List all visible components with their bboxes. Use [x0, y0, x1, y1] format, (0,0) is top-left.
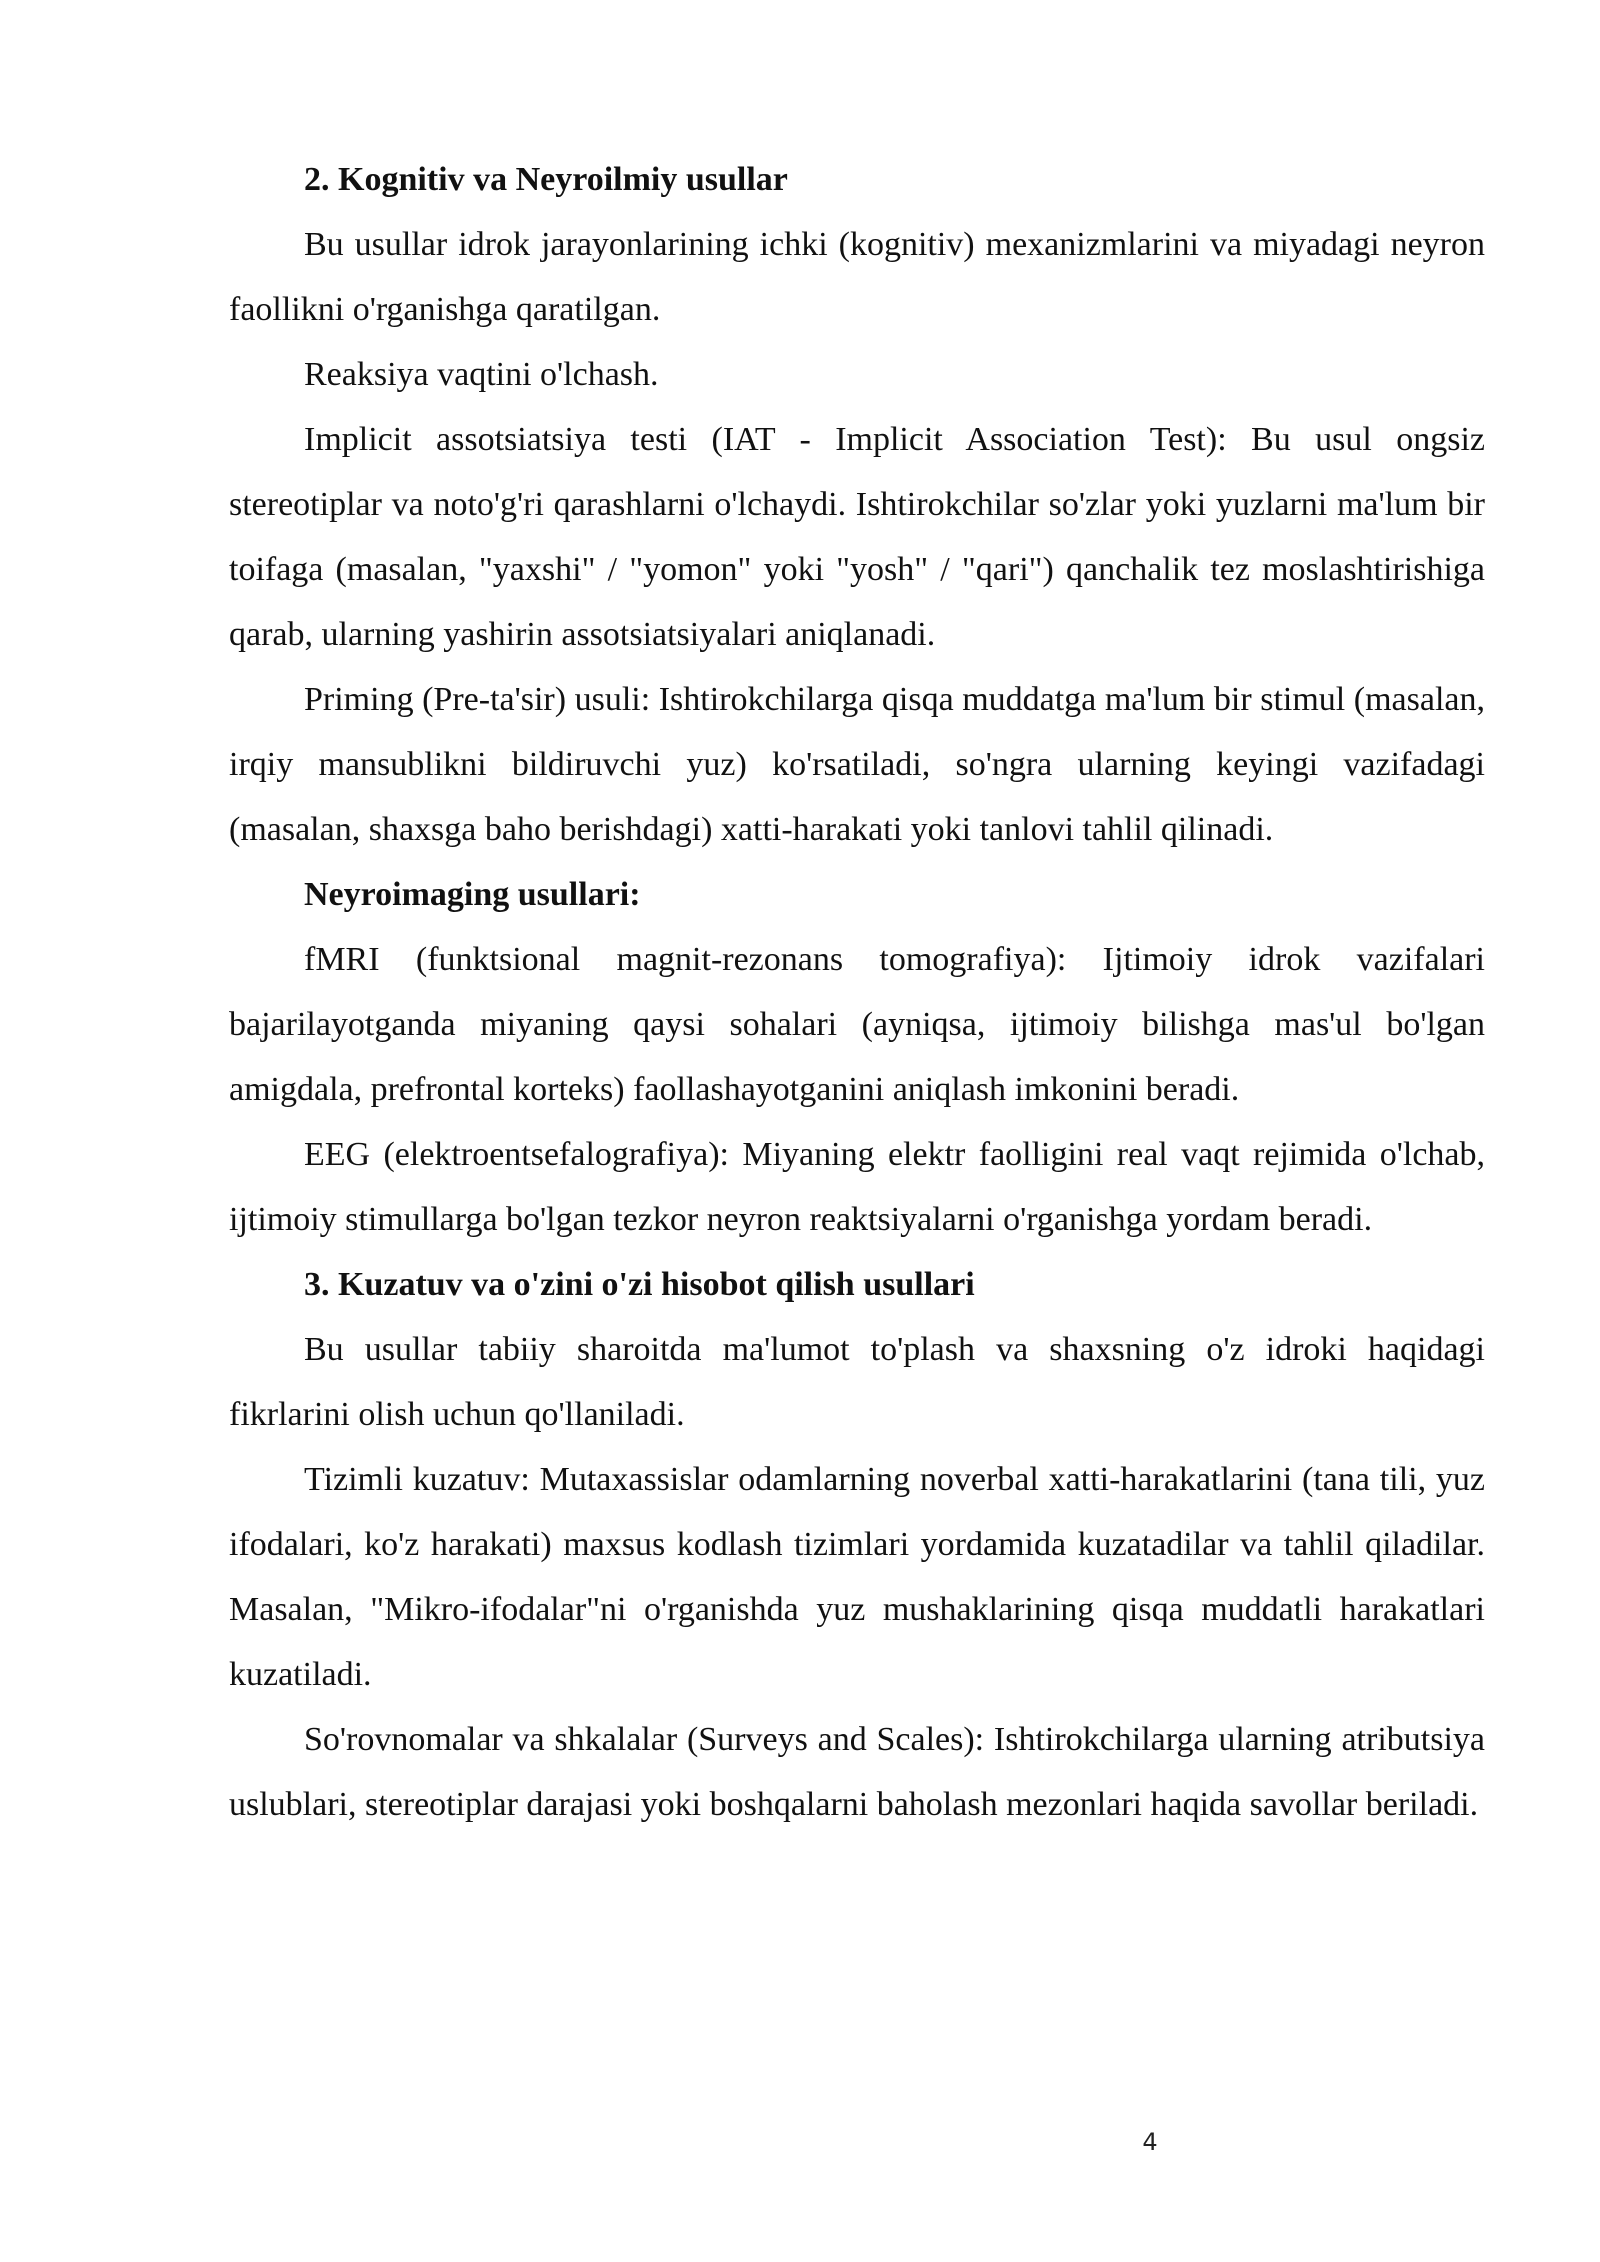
priming-paragraph: Priming (Pre-ta'sir) usuli: Ishtirokchilarga qisqa muddatga ma'lum bir stimul (masalan, irqiy mansublikni bildiruvchi yuz) ko'rsatiladi, so'ngra ularning keyingi vazifadagi (masalan, shaxsga baho berishdagi) xatti-harakati yoki tanlovi tahlil qilinadi.: [229, 681, 1485, 848]
section-2-heading: 2. Kognitiv va Neyroilmiy usullar: [304, 161, 788, 198]
section-3-heading: 3. Kuzatuv va o'zini o'zi hisobot qilish usullari: [304, 1266, 975, 1303]
fmri-paragraph: fMRI (funktsional magnit-rezonans tomografiya): Ijtimoiy idrok vazifalari bajarilayotganda miyaning qaysi sohalari (ayniqsa, ijtimoiy bilishga mas'ul bo'lgan amigdala, prefrontal korteks) faollashayotganini aniqlash imkonini beradi.: [229, 941, 1485, 1108]
section-2-intro-paragraph: Bu usullar idrok jarayonlarining ichki (kognitiv) mexanizmlarini va miyadagi neyron faollikni o'rganishga qaratilgan.: [229, 226, 1485, 328]
iat-paragraph: Implicit assotsiatsiya testi (IAT - Implicit Association Test): Bu usul ongsiz stereotiplar va noto'g'ri qarashlarni o'lchaydi. Ishtirokchilar so'zlar yoki yuzlarni ma'lum bir toifaga (masalan, "yaxshi" / "yomon" yoki "yosh" / "qari") qanchalik tez moslashtirishiga qarab, ularning yashirin assotsiatsiyalari aniqlanadi.: [229, 421, 1485, 653]
section-3-intro-paragraph: Bu usullar tabiiy sharoitda ma'lumot to'plash va shaxsning o'z idroki haqidagi fikrlarini olish uchun qo'llaniladi.: [229, 1331, 1485, 1433]
page-body: [229, 147, 1485, 1837]
neuroimaging-heading: Neyroimaging usullari:: [304, 876, 641, 913]
page-number: 4: [1142, 2128, 1158, 2156]
reaction-time-paragraph: Reaksiya vaqtini o'lchash.: [304, 356, 659, 393]
surveys-paragraph: So'rovnomalar va shkalalar (Surveys and Scales): Ishtirokchilarga ularning atributsiya uslublari, stereotiplar darajasi yoki boshqalarni baholash mezonlari haqida savollar beriladi.: [229, 1721, 1485, 1823]
observation-paragraph: Tizimli kuzatuv: Mutaxassislar odamlarning noverbal xatti-harakatlarini (tana tili, yuz ifodalari, ko'z harakati) maxsus kodlash tizimlari yordamida kuzatadilar va tahlil qiladilar. Masalan, "Mikro-ifodalar"ni o'rganishda yuz mushaklarining qisqa muddatli harakatlari kuzatiladi.: [229, 1461, 1485, 1693]
eeg-paragraph: EEG (elektroentsefalografiya): Miyaning elektr faolligini real vaqt rejimida o'lchab, ijtimoiy stimullarga bo'lgan tezkor neyron reaktsiyalarni o'rganishga yordam beradi.: [229, 1136, 1485, 1238]
